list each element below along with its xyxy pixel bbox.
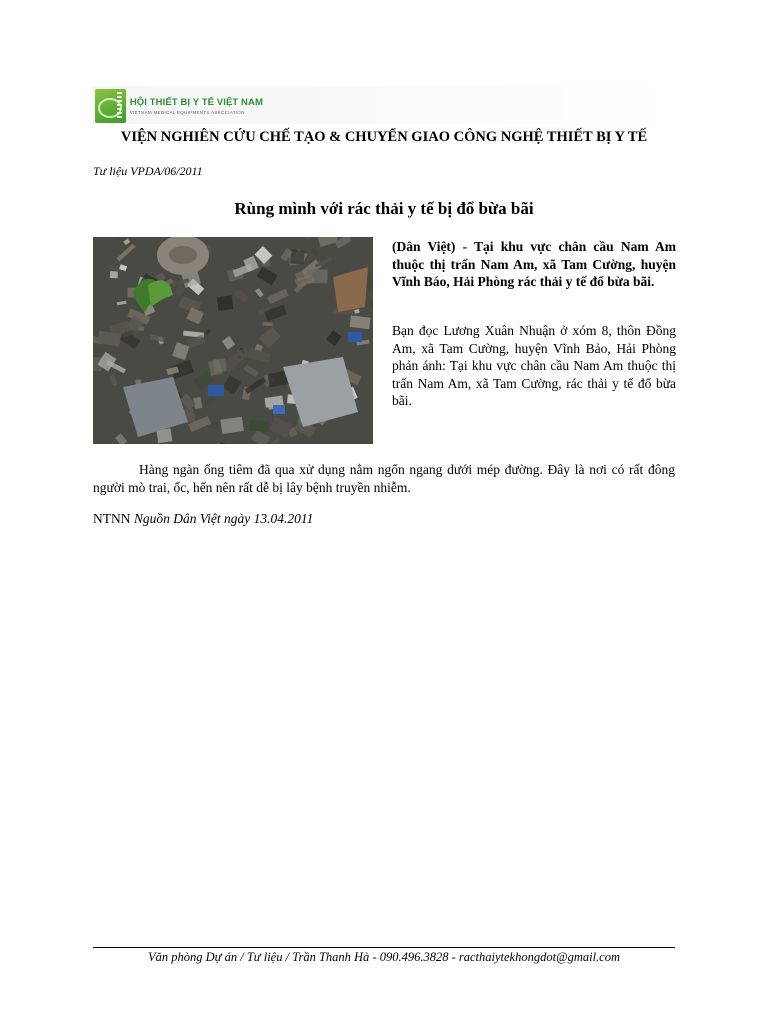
- photo-texture-fragment: [211, 422, 218, 429]
- article-title: Rùng mình với rác thải y tế bị đổ bừa bãi: [234, 199, 534, 218]
- document-reference: Tư liệu VPDA/06/2011: [93, 164, 203, 178]
- photo-texture-fragment: [110, 271, 118, 278]
- association-logo: [95, 88, 263, 124]
- logo-text: [130, 97, 263, 115]
- footer-text: Văn phòng Dự án / Tư liệu / Trần Thanh Hà - 090.496.3828 - racthaiytekhongdot@gmail.com: [148, 950, 620, 964]
- logo-title: HỘI THIẾT BỊ Y TẾ VIỆT NAM: [129, 97, 263, 108]
- photo-texture-fragment: [220, 417, 243, 434]
- photo-texture-fragment: [249, 420, 269, 433]
- photo-texture-fragment: [262, 322, 272, 326]
- article-photo: [93, 237, 373, 444]
- footer-divider: [93, 947, 675, 948]
- photo-texture-fragment: [290, 249, 305, 265]
- logo-mark-icon: [95, 89, 126, 123]
- source-prefix: NTNN: [93, 511, 131, 526]
- photo-texture-fragment: [217, 295, 234, 310]
- source-credit: Nguồn Dân Việt ngày 13.04.2011: [133, 511, 314, 526]
- institute-heading: VIỆN NGHIÊN CỨU CHẾ TẠO & CHUYỂN GIAO CÔNG NGHỆ THIẾT BỊ Y TẾ: [120, 129, 648, 145]
- article-paragraph: Hàng ngàn ống tiêm đã qua xử dụng nằm ngổn ngang dưới mép đường. Đây là nơi có rất đông người mò trai, ốc, hến nên rất dễ bị lây bệnh truyền nhiễm.: [93, 462, 675, 495]
- logo-subtitle: VIETNAM MEDICAL EQUIPMENTS ASSOCIATION: [129, 110, 245, 115]
- article-paragraph: Bạn đọc Lương Xuân Nhuận ở xóm 8, thôn Đồng Am, xã Tam Cường, huyện Vĩnh Bảo, Hải Phòng phản ánh: Tại khu vực chân cầu Nam Am thuộc thị trấn Nam Am, xã Tam Cường, rác thải y tế đổ bừa bãi.: [392, 323, 676, 408]
- article-lead: (Dân Việt) - Tại khu vực chân cầu Nam Am thuộc thị trấn Nam Am, xã Tam Cường, huyện Vĩnh Báo, Hải Phòng rác thải y tế đổ bừa bãi.: [392, 239, 676, 289]
- article-source: [93, 511, 313, 527]
- photo-texture-fragment: [350, 315, 371, 329]
